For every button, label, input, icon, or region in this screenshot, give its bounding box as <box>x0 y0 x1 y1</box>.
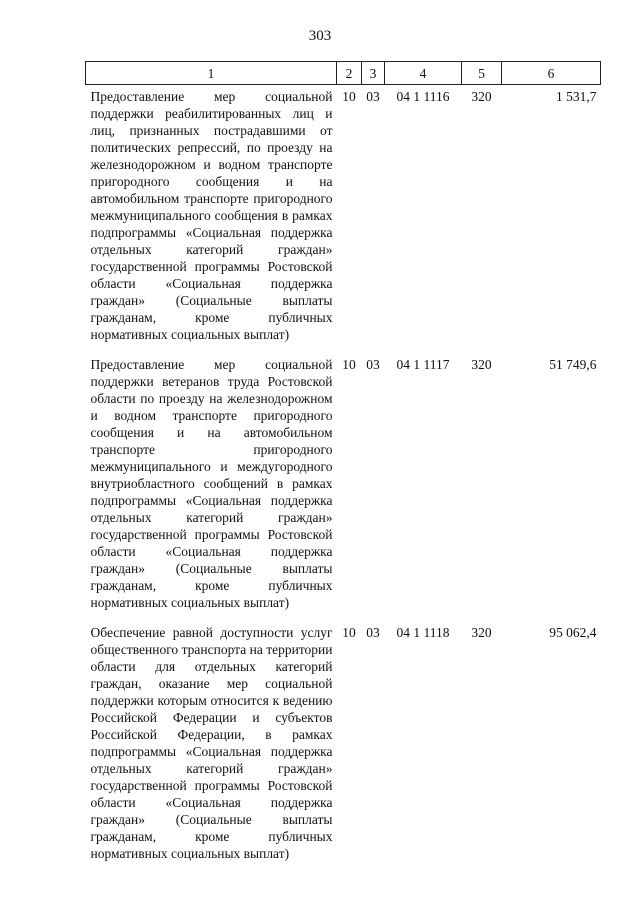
row-expense-type-code: 320 <box>471 625 492 640</box>
row-subsection-code: 03 <box>366 89 380 104</box>
row-description: Предоставление мер социальной поддержки реабилитированных лиц и лиц, признанных пострадавшими от политических репрессий, по проезду на железнодорожном и водном транспорте пригородного сообщения и на автомобильном транспорте пригородного межмуниципального сообщения в рамках подпрограммы «Социальная поддержка отдельных категорий граждан» государственной программы Ростовской области «Социальная поддержка граждан» (Социальные выплаты гражданам, кроме публичных нормативных социальных выплат) <box>90 89 333 342</box>
row-description: Предоставление мер социальной поддержки ветеранов труда Ростовской области по проезду на железнодорожном и водном транспорте пригородного сообщения и на автомобильном транспорте пригородного межмуниципального и междугородного внутриобластного сообщений в рамках подпрограммы «Социальная поддержка отдельных категорий граждан» государственной программы Ростовской области «Социальная поддержка граждан» (Социальные выплаты гражданам, кроме публичных нормативных социальных выплат) <box>90 357 333 610</box>
row-target-article-code: 04 1 1117 <box>396 357 450 372</box>
table-row <box>86 85 601 354</box>
row-section-code: 10 <box>342 625 356 640</box>
row-subsection-code: 03 <box>366 625 380 640</box>
row-section-code: 10 <box>342 357 356 372</box>
column-header-2: 2 <box>337 62 362 85</box>
table-header-row <box>86 62 601 85</box>
column-header-4: 4 <box>385 62 462 85</box>
row-subsection-code: 03 <box>366 357 380 372</box>
column-header-6: 6 <box>502 62 601 85</box>
row-description: Обеспечение равной доступности услуг общественного транспорта на территории области для отдельных категорий граждан, оказание мер социальной поддержки которым относится к ведению Российской Федерации и субъектов Российской Федерации, в рамках подпрограммы «Социальная поддержка отдельных категорий граждан» государственной программы Ростовской области «Социальная поддержка граждан» (Социальные выплаты гражданам, кроме публичных нормативных социальных выплат) <box>90 625 333 861</box>
table-row <box>86 621 601 872</box>
column-header-3: 3 <box>362 62 385 85</box>
row-expense-type-code: 320 <box>471 357 492 372</box>
row-expense-type-code: 320 <box>471 89 492 104</box>
row-section-code: 10 <box>342 89 356 104</box>
column-header-5: 5 <box>462 62 502 85</box>
table-row <box>86 353 601 621</box>
page-number: 303 <box>308 28 332 44</box>
budget-table <box>85 61 601 872</box>
row-target-article-code: 04 1 1116 <box>396 89 450 104</box>
row-amount: 51 749,6 <box>549 357 597 372</box>
row-target-article-code: 04 1 1118 <box>396 625 450 640</box>
row-amount: 1 531,7 <box>556 89 597 104</box>
row-amount: 95 062,4 <box>549 625 597 640</box>
column-header-1: 1 <box>86 62 337 85</box>
